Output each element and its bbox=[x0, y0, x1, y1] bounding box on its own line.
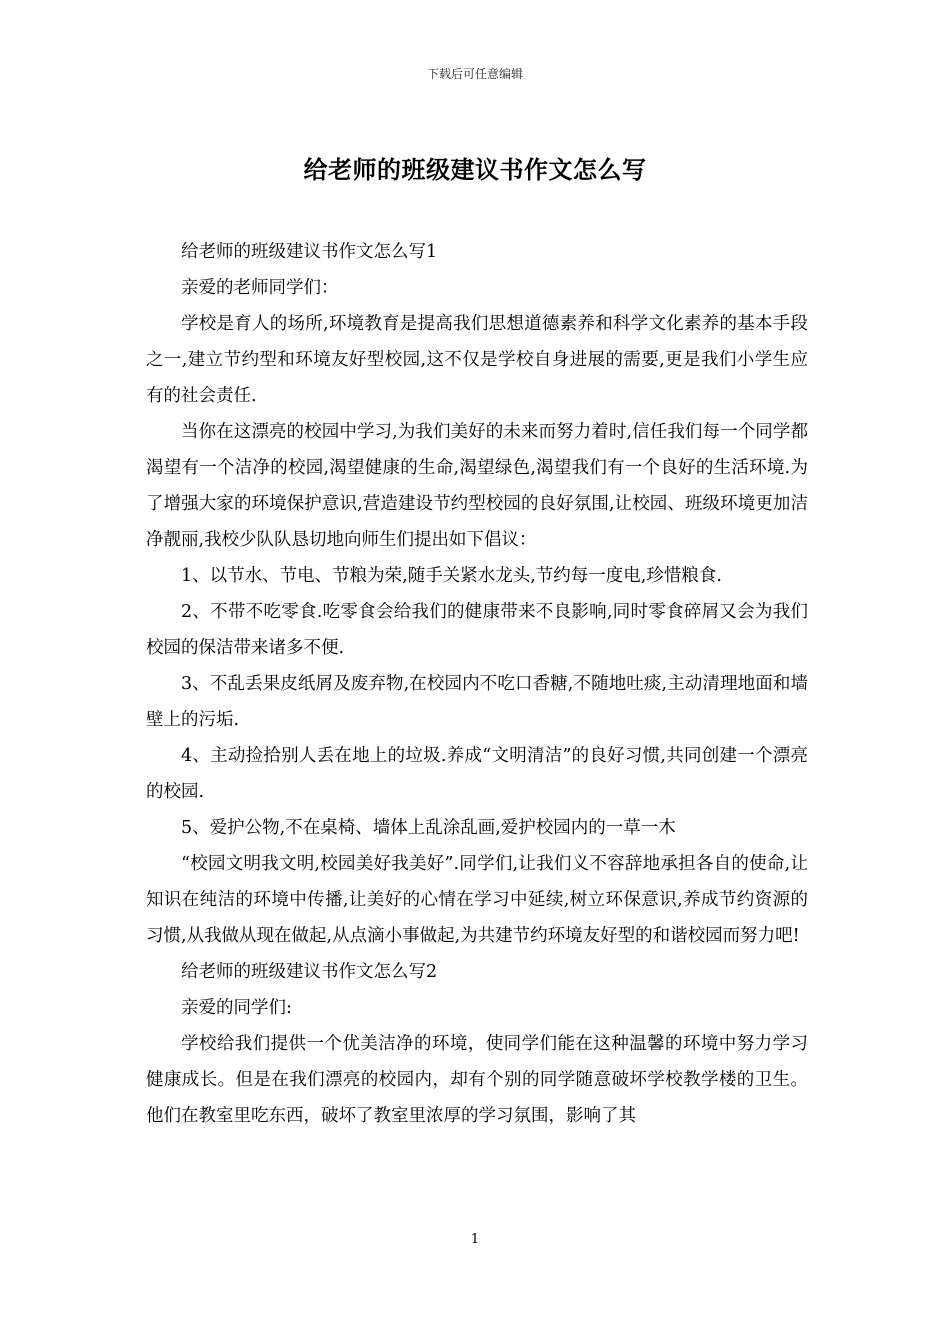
list-item: 1、以节水、节电、节粮为荣,随手关紧水龙头,节约每一度电,珍惜粮食. bbox=[181, 566, 722, 586]
document-body bbox=[146, 234, 808, 1134]
paragraph: 当你在这漂亮的校园中学习,为我们美好的未来而努力着时,信任我们每一个同学都渴望有一个洁净的校园,渴望健康的生命,渴望绿色,渴望我们有一个良好的生活环境.为了增强大家的环境保护意识,营造建设节约型校园的良好氛围,让校园、班级环境更加洁净靓丽,我校少队队恳切地向师生们提出如下倡议： bbox=[146, 422, 808, 550]
paragraph: “校园文明我文明,校园美好我美好”.同学们,让我们义不容辞地承担各自的使命,让知识在纯洁的环境中传播,让美好的心情在学习中延续,树立环保意识,养成节约资源的习惯,从我做从现在做起,从点滴小事做起,为共建节约环境友好型的和谐校园而努力吧! bbox=[146, 854, 808, 946]
section-heading-2: 给老师的班级建议书作文怎么写2 bbox=[181, 962, 438, 982]
paragraph: 学校是育人的场所,环境教育是提高我们思想道德素养和科学文化素养的基本手段之一,建立节约型和环境友好型校园,这不仅是学校自身进展的需要,更是我们小学生应有的社会责任. bbox=[146, 314, 808, 406]
list-item: 5、爱护公物,不在桌椅、墙体上乱涂乱画,爱护校园内的一草一木 bbox=[181, 818, 676, 838]
list-item: 2、不带不吃零食.吃零食会给我们的健康带来不良影响,同时零食碎屑又会为我们校园的保洁带来诸多不便. bbox=[146, 602, 808, 658]
salutation-1: 亲爱的老师同学们： bbox=[181, 278, 339, 298]
list-item: 4、主动捡拾别人丢在地上的垃圾.养成“文明清洁”的良好习惯,共同创建一个漂亮的校园. bbox=[146, 746, 808, 802]
list-item: 3、不乱丢果皮纸屑及废弃物,在校园内不吃口香糖,不随地吐痰,主动清理地面和墙壁上的污垢. bbox=[146, 674, 808, 730]
header-note: 下载后可任意编辑 bbox=[426, 67, 523, 81]
section-heading-1: 给老师的班级建议书作文怎么写1 bbox=[181, 242, 438, 262]
salutation-2: 亲爱的同学们: bbox=[181, 998, 292, 1018]
page-number: 1 bbox=[470, 1232, 480, 1247]
document-title: 给老师的班级建议书作文怎么写 bbox=[303, 155, 647, 184]
paragraph: 学校给我们提供一个优美洁净的环境，使同学们能在这种温馨的环境中努力学习健康成长。但是在我们漂亮的校园内，却有个别的同学随意破坏学校教学楼的卫生。他们在教室里吃东西，破坏了教室里浓厚的学习氛围，影响了其 bbox=[146, 1034, 808, 1126]
